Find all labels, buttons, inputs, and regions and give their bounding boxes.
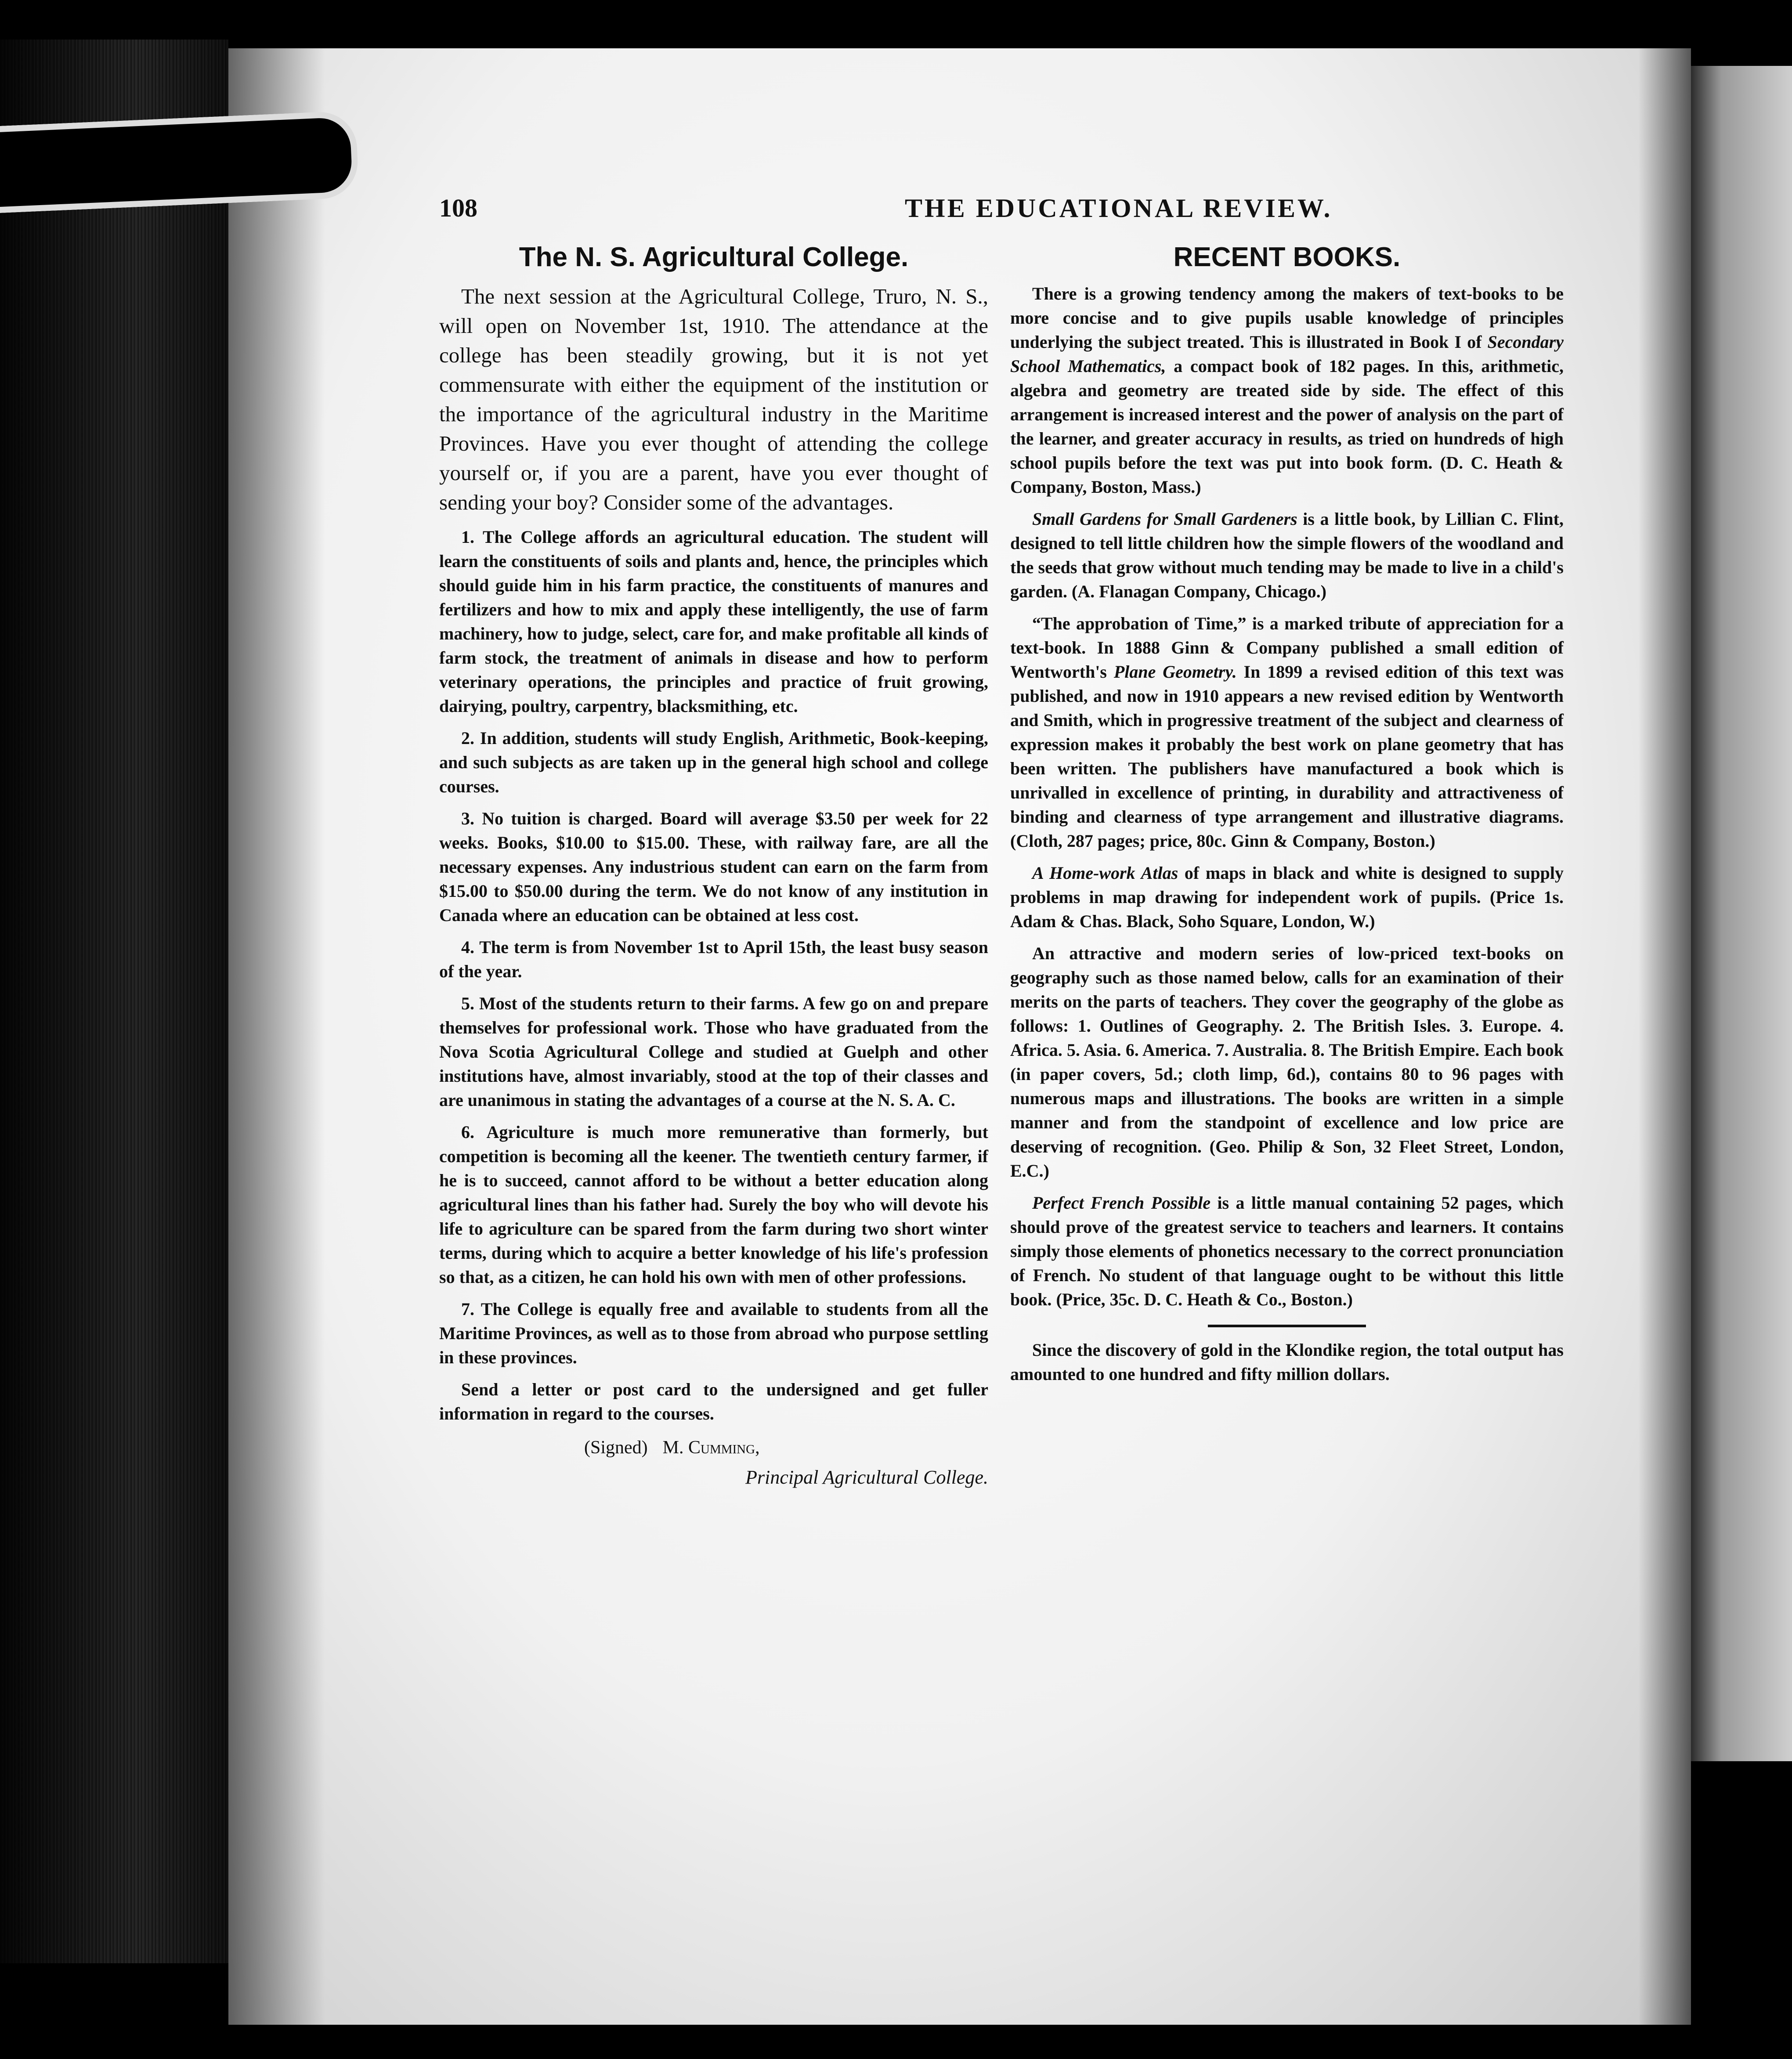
advantage-point: 5. Most of the students return to their farms. A few go on and prepare themselves for professional work. Those who have graduated from the Nova Scotia Agricultural College and studied at Guelph and other institutions have, almost invariably, stood at the top of their classes and are unanimous in stating the advantages of a course at the N. S. A. C. [439, 993, 988, 1110]
signature-line [439, 1434, 988, 1462]
advantage-point: 4. The term is from November 1st to April 15th, the least busy season of the year. [439, 937, 988, 981]
book-title: Perfect French Possible [1032, 1193, 1211, 1213]
book-review [1010, 1191, 1564, 1311]
book-review [1010, 941, 1564, 1183]
advantage-point: 1. The College affords an agricultural education. The student will learn the constituents of soils and plants and, hence, the principles which should guide him in his farm practice, the constituents of manures and fertilizers and how to mix and apply these intelligently, the use of farm machinery, how to judge, select, care for, and make profitable all kinds of farm stock, the treatment of animals in disease and how to perform veterinary operations, the principles and practice of fruit growing, dairying, poultry, carpentry, blacksmithing, etc. [439, 527, 988, 716]
review-text: is a little book, by Lillian C. Flint, designed to tell little children how the simple flowers of the woodland and the seeds that grow without much tending may be made to live in a child's garden. (A. Flanagan Company, Chicago.) [1010, 509, 1564, 601]
section-title: RECENT BOOKS. [1173, 242, 1401, 272]
book-title: Small Gardens for Small Gardeners [1032, 509, 1297, 529]
signatory-name: M. Cumming, [662, 1438, 760, 1458]
review-text: a compact book of 182 pages. In this, arithmetic, algebra and geometry are treated side by side. The effect of this arrangement is increased interest and the power of analysis on the part of the learner, and greater accuracy in results, as tried on hundreds of high school pupils before the text was put into book form. (D. C. Heath & Company, Boston, Mass.) [1010, 356, 1564, 497]
review-text: is a little manual containing 52 pages, which should prove of the greatest service to teachers and learners. It contains simply those elements of phonetics necessary to the correct pronunciation of French. No student of that language ought to be without this little book. (Price, 35c. D. C. Heath & Co., Boston.) [1010, 1193, 1564, 1309]
review-text: An attractive and modern series of low-priced text-books on geography such as those named below, calls for an examination of their merits on the parts of teachers. They cover the geography of the globe as follows: 1. Outlines of Geography. 2. The British Isles. 3. Europe. 4. Africa. 5. Asia. 6. America. 7. Australia. 8. The British Empire. Each book (in paper covers, 5d.; cloth limp, 6d.), contains 80 to 96 pages with numerous maps and illustrations. The books are written in a simple manner and from the standpoint of excellence and low price are deserving of recognition. (Geo. Philip & Son, 32 Fleet Street, London, E.C.) [1010, 943, 1564, 1181]
signed-label: (Signed) [584, 1438, 648, 1458]
page-number: 108 [439, 194, 477, 222]
adjacent-page-edge [1691, 66, 1792, 1761]
book-title: Secondary School Mathematics, [1010, 332, 1564, 376]
book-review [1010, 611, 1564, 853]
book-review [1010, 282, 1564, 499]
journal-title: THE EDUCATIONAL REVIEW. [905, 194, 1333, 223]
review-text: In 1899 a revised edition of this text was published, and now in 1910 appears a new revised edition by Wentworth and Smith, which in progressive treatment of the subject and clearness of expression makes it probably the best work on plane geometry that has been written. The publishers have manufactured a book which is unrivalled in excellence of printing, in durability and attractiveness of binding and clearness of type arrangement and illustrative diagrams. (Cloth, 287 pages; price, 80c. Ginn & Company, Boston.) [1010, 662, 1564, 851]
page-edge-shadow [1638, 48, 1691, 2025]
review-text: There is a growing tendency among the makers of text-books to be more concise and to give pupils usable knowledge of principles underlying the subject treated. This is illustrated in Book I of [1010, 284, 1564, 352]
article-intro: The next session at the Agricultural College, Truro, N. S., will open on November 1st, 1910. The attendance at the college has been steadily growing, but it is not yet commensurate with either the equipment of the institution or the importance of the agricultural industry in the Maritime Provinces. Have you ever thought of attending the college yourself or, if you are a parent, have you ever thought of sending your boy? Consider some of the advantages. [439, 284, 988, 514]
closing-paragraph: Send a letter or post card to the undersigned and get fuller information in regard to the courses. [439, 1380, 988, 1423]
book-review [1010, 507, 1564, 603]
book-title: Plane Geometry. [1113, 662, 1237, 682]
left-column [439, 242, 988, 1779]
article-title: The N. S. Agricultural College. [519, 242, 909, 272]
thumb-holding-page [0, 110, 359, 213]
review-text: of maps in black and white is designed to supply problems in map drawing for independent work of pupils. (Price 1s. Adam & Chas. Black, Soho Square, London, W.) [1010, 863, 1564, 931]
advantage-point: 6. Agriculture is much more remunerative than formerly, but competition is becoming all the keener. The twentieth century farmer, if he is to succeed, cannot afford to be without a better education along agricultural lines than his father had. Surely the boy who will devote his life to agriculture can be spared from the farm during two short winter terms, during which to acquire a better knowledge of his life's profession so that, as a citizen, he can hold his own with men of other professions. [439, 1122, 988, 1287]
advantage-point: 2. In addition, students will study English, Arithmetic, Book-keeping, and such subjects as are taken up in the general high school and college courses. [439, 728, 988, 796]
review-text: “The approbation of Time,” is a marked tribute of appreciation for a text-book. In 1888 Ginn & Company published a small edition of Wentworth's [1010, 614, 1564, 682]
signatory-title: Principal Agricultural College. [745, 1467, 988, 1488]
advantage-point: 7. The College is equally free and available to students from all the Maritime Provinces, as well as to those from abroad who purpose settling in these provinces. [439, 1299, 988, 1367]
book-title: A Home-work Atlas [1032, 863, 1178, 883]
right-column [1010, 242, 1564, 1779]
klondike-note: Since the discovery of gold in the Klondike region, the total output has amounted to one hundred and fifty million dollars. [1010, 1340, 1564, 1384]
book-page [228, 48, 1691, 2025]
section-divider [1208, 1325, 1366, 1327]
book-edge-shadow [0, 40, 228, 1963]
running-head [439, 193, 1493, 233]
gutter-shadow [228, 48, 325, 2025]
book-review [1010, 861, 1564, 933]
advantage-point: 3. No tuition is charged. Board will average $3.50 per week for 22 weeks. Books, $10.00 to $15.00. These, with railway fare, are all the necessary expenses. Any industrious student can earn on the farm from $15.00 to $50.00 during the term. We do not know of any institution in Canada where an education can be obtained at less cost. [439, 809, 988, 925]
